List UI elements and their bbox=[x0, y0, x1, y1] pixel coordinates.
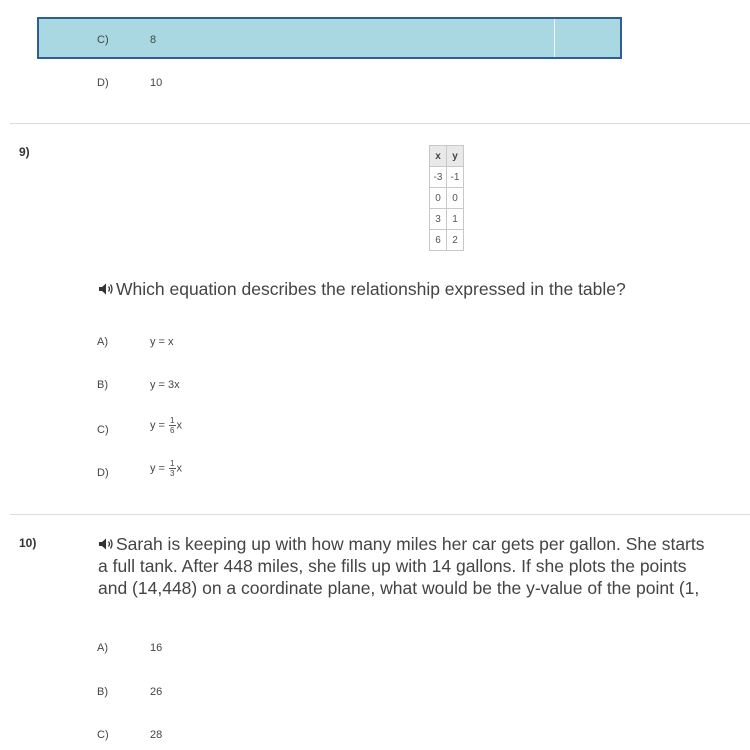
q10-choice-a-letter: A) bbox=[97, 642, 108, 654]
q9-choice-a-letter: A) bbox=[97, 336, 108, 348]
q10-question-text-line-1: Sarah is keeping up with how many miles her car gets per gallon. She starts bbox=[116, 534, 705, 554]
q10-question-text-line-2: a full tank. After 448 miles, she fills up with 14 gallons. If she plots the points bbox=[98, 556, 687, 576]
q9-choice-b-text: y = 3x bbox=[150, 379, 180, 391]
q8-choice-d-row[interactable] bbox=[37, 66, 622, 100]
q10-choice-c[interactable] bbox=[90, 721, 620, 749]
equation-suffix: x bbox=[176, 462, 182, 475]
q9-number: 9) bbox=[19, 145, 30, 159]
fraction-numerator: 1 bbox=[170, 459, 175, 468]
q10-choice-a-value: 16 bbox=[150, 642, 163, 654]
q10-question-text-line-3: and (14,448) on a coordinate plane, what would be the y-value of the point (1, bbox=[98, 578, 700, 598]
fraction-denominator: 3 bbox=[170, 469, 175, 478]
q9-choice-b-letter: B) bbox=[97, 379, 108, 391]
q9-choice-c-equation bbox=[150, 416, 182, 435]
table-row bbox=[430, 209, 464, 230]
q10-choice-c-letter: C) bbox=[97, 729, 109, 741]
question-divider bbox=[10, 123, 750, 124]
table-cell: 3 bbox=[430, 209, 447, 230]
q8-choice-d-value: 10 bbox=[150, 77, 163, 89]
equation-suffix: x bbox=[176, 419, 182, 432]
fraction bbox=[169, 459, 175, 478]
fraction-denominator: 6 bbox=[170, 426, 175, 435]
q10-choice-b-value: 26 bbox=[150, 686, 163, 698]
table-cell: -1 bbox=[447, 167, 464, 188]
xy-table bbox=[429, 145, 464, 251]
q9-question-text: Which equation describes the relationship expressed in the table? bbox=[116, 279, 626, 299]
q9-choice-a-text: y = x bbox=[150, 336, 174, 348]
q9-choice-d-letter: D) bbox=[97, 467, 109, 479]
table-header-row bbox=[430, 146, 464, 167]
fraction-numerator: 1 bbox=[170, 416, 175, 425]
table-cell: 6 bbox=[430, 230, 447, 251]
q10-choice-c-value: 28 bbox=[150, 729, 163, 741]
q10-choice-a[interactable] bbox=[90, 634, 620, 662]
q10-choice-b-letter: B) bbox=[97, 686, 108, 698]
table-cell: 0 bbox=[447, 188, 464, 209]
table-cell: 2 bbox=[447, 230, 464, 251]
q8-choice-c-row[interactable] bbox=[37, 17, 622, 59]
q9-choice-c-letter: C) bbox=[97, 424, 109, 436]
table-row bbox=[430, 230, 464, 251]
q8-choice-c-letter: C) bbox=[97, 34, 109, 46]
fraction bbox=[169, 416, 175, 435]
row-divider bbox=[554, 19, 555, 57]
speaker-icon[interactable] bbox=[98, 537, 116, 551]
q9-choice-d-equation bbox=[150, 459, 182, 478]
q8-choice-c-value: 8 bbox=[150, 34, 157, 46]
table-header-x: x bbox=[430, 146, 447, 167]
q9-question bbox=[98, 278, 626, 300]
q10-question-line bbox=[98, 533, 750, 555]
equation-prefix: y = bbox=[150, 419, 169, 432]
q10-question bbox=[98, 533, 750, 599]
table-cell: 1 bbox=[447, 209, 464, 230]
speaker-icon[interactable] bbox=[98, 282, 116, 296]
table-cell: 0 bbox=[430, 188, 447, 209]
q10-number: 10) bbox=[19, 536, 37, 550]
equation-prefix: y = bbox=[150, 462, 169, 475]
table-cell: -3 bbox=[430, 167, 447, 188]
table-row bbox=[430, 167, 464, 188]
q8-choice-d-letter: D) bbox=[97, 77, 109, 89]
question-divider bbox=[10, 514, 750, 515]
q10-choice-b[interactable] bbox=[90, 678, 620, 706]
table-header-y: y bbox=[447, 146, 464, 167]
table-row bbox=[430, 188, 464, 209]
